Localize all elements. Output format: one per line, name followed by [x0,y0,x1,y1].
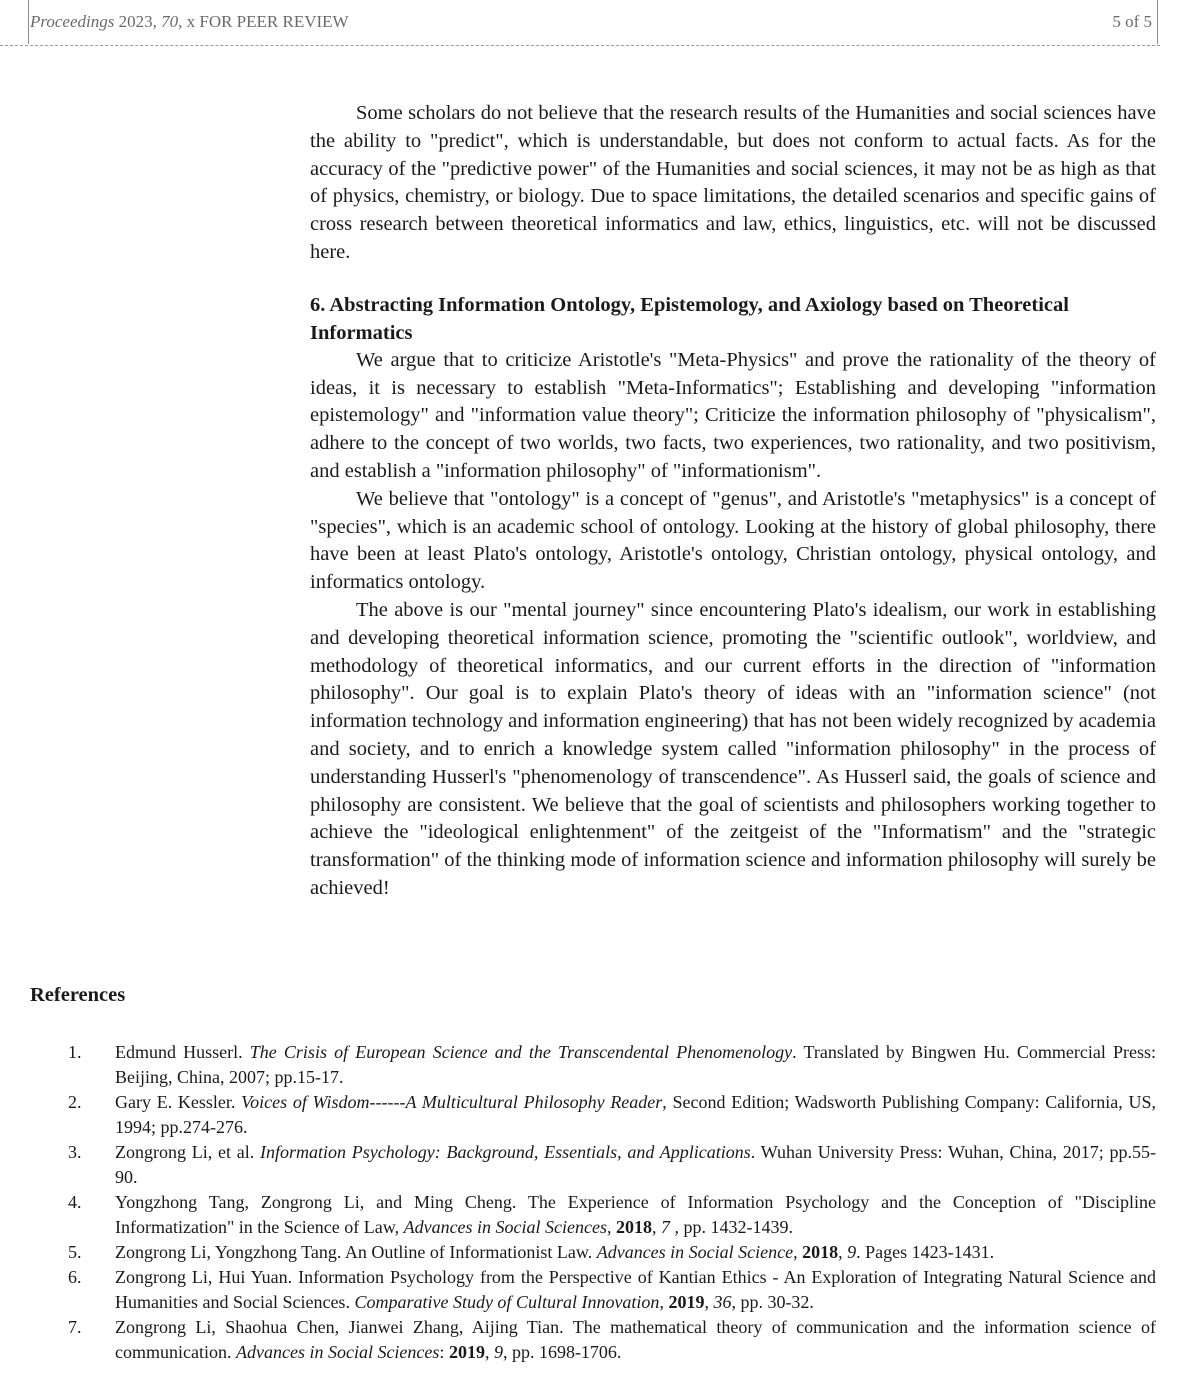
reference-number: 2. [68,1092,82,1112]
reference-pages: . Pages 1423-1431. [856,1242,995,1262]
references-heading: References [30,984,126,1006]
reference-authors: Zongrong Li, Shaohua Chen, Jianwei Zhang, Aijing Tian. The mathematical theory of communication and the information science of communication. [115,1317,1156,1362]
reference-number: 6. [68,1267,82,1287]
reference-sep: : [439,1342,449,1362]
reference-authors: Yongzhong Tang, Zongrong Li, and Ming Cheng. The Experience of Information Psychology and the Conception of "Discipline Informatization" in the Science of Law, [115,1192,1156,1237]
review-status: x FOR PEER REVIEW [186,12,349,31]
reference-pages: , pp. 1698-1706. [502,1342,622,1362]
reference-year: 2018 [616,1217,653,1237]
reference-year: 2019 [448,1342,485,1362]
reference-item [30,1190,1156,1240]
reference-volume: 9 [847,1242,857,1262]
reference-details: , Second Edition; Wadsworth Publishing Company: California, US, 1994; pp.274-276. [115,1092,1157,1137]
reference-volume: 9 [493,1342,503,1362]
reference-authors: Zongrong Li, Hui Yuan. Information Psychology from the Perspective of Kantian Ethics - An Exploration of Integrating Natural Science and Humanities and Social Sciences. [115,1267,1156,1312]
journal-name: Proceedings [30,12,115,31]
reference-item [30,1240,1156,1265]
paragraph: Some scholars do not believe that the research results of the Humanities and social sciences have the ability to "predict", which is understandable, but does not conform to actual facts. As for the accuracy of the "predictive power" of the Humanities and social sciences, it may not be as high as that of physics, chemistry, or biology. Due to space limitations, the detailed scenarios and specific gains of cross research between theoretical informatics and law, ethics, linguistics, etc. will not be discussed here. [310,102,1156,263]
reference-title: Information Psychology: Background, Essentials, and Applications [260,1142,751,1162]
reference-item [30,1090,1156,1140]
paragraph: We believe that "ontology" is a concept of "genus", and Aristotle's "metaphysics" is a concept of "species", which is an academic school of ontology. Looking at the history of global philosophy, there have been at least Plato's ontology, Aristotle's ontology, Christian ontology, physical ontology, and informatics ontology. [310,487,1156,594]
reference-journal: Advances in Social Science [596,1242,794,1262]
reference-title: The Crisis of European Science and the Transcendental Phenomenology [249,1042,793,1062]
reference-sep: , [652,1217,662,1237]
reference-number: 5. [68,1242,82,1262]
reference-item [30,1140,1156,1190]
reference-year: 2018 [802,1242,839,1262]
reference-number: 4. [68,1192,82,1212]
reference-authors: Edmund Husserl. [115,1042,250,1062]
reference-sep: , [659,1292,669,1312]
reference-sep: , [484,1342,494,1362]
reference-journal: Advances in Social Sciences [403,1217,608,1237]
paragraph: The above is our "mental journey" since encountering Plato's idealism, our work in establishing and developing theoretical information science, promoting the "scientific outlook", worldview, and methodology of theoretical informatics, and our current efforts in the direction of "information philosophy". Our goal is to explain Plato's theory of ideas with an "information science" (not information technology and information engineering) that has not been widely recognized by academia and society, and to enrich a knowledge system called "information philosophy" in the process of understanding Husserl's "phenomenology of transcendence". As Husserl said, the goals of science and philosophy are consistent. We believe that the goal of scientists and philosophers working together to achieve the "ideological enlightenment" of the zeitgeist of the "Informatism" and the "strategic transformation" of the thinking mode of information science and information philosophy will surely be achieved! [310,598,1156,899]
reference-sep: , [838,1242,848,1262]
reference-details: . Wuhan University Press: Wuhan, China, 2017; pp.55-90. [115,1142,1156,1187]
reference-authors: Zongrong Li, Yongzhong Tang. An Outline of Informationist Law. [115,1242,597,1262]
reference-number: 7. [68,1317,82,1337]
reference-item [30,1315,1156,1365]
reference-authors: Gary E. Kessler. [115,1092,242,1112]
reference-number: 1. [68,1042,82,1062]
page-header [0,0,1160,46]
reference-pages: , pp. 1432-1439. [670,1217,794,1237]
reference-item [30,1040,1156,1090]
running-header [30,12,349,32]
reference-list [30,1040,1156,1365]
reference-item [30,1265,1156,1315]
header-left-rule [28,0,29,44]
reference-journal: Advances in Social Sciences [235,1342,440,1362]
journal-year: 2023, [118,12,157,31]
reference-authors: Zongrong Li, et al. [115,1142,261,1162]
paragraph: We argue that to criticize Aristotle's "Meta-Physics" and prove the rationality of the theory of ideas, it is necessary to establish "Meta-Informatics"; Establishing and developing "information epistemology" and "information value theory"; Criticize the information philosophy of "physicalism", adhere to the concept of two worlds, two facts, two experiences, two rationality, and two positivism, and establish a "information philosophy" of "informationism". [310,348,1156,482]
reference-journal: Comparative Study of Cultural Innovation [354,1292,660,1312]
reference-sep: , [704,1292,714,1312]
reference-volume: 7 [661,1217,671,1237]
journal-volume: 70, [161,12,183,31]
reference-details: . Translated by Bingwen Hu. Commercial Press: Beijing, China, 2007; pp.15-17. [115,1042,1156,1087]
section-heading: 6. Abstracting Information Ontology, Epistemology, and Axiology based on Theoretical Informatics [310,293,1069,344]
reference-number: 3. [68,1142,82,1162]
reference-sep: , [793,1242,803,1262]
reference-year: 2019 [668,1292,705,1312]
main-text [310,100,1156,903]
reference-sep: , [607,1217,617,1237]
page-number: 5 of 5 [1112,12,1152,31]
header-right-rule [1157,0,1158,44]
reference-title: Voices of Wisdom------A Multicultural Philosophy Reader [241,1092,663,1112]
reference-volume: 36 [713,1292,732,1312]
reference-pages: , pp. 30-32. [731,1292,814,1312]
